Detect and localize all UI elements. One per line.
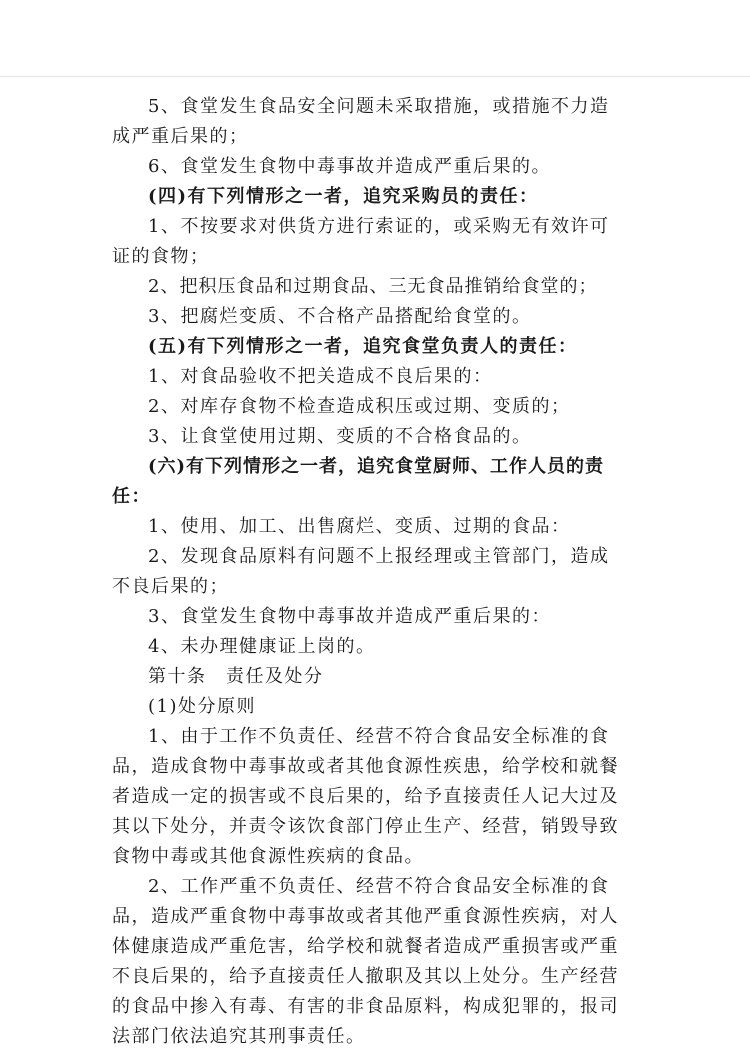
section-heading: (五)有下列情形之一者，追究食堂负责人的责任： <box>148 336 578 357</box>
text-line: 者造成一定的损害或不良后果的，给予直接责任人记大过及 <box>112 786 619 807</box>
text-line: 2、发现食品原料有问题不上报经理或主管部门，造成 <box>148 546 610 567</box>
text-line: 法部门依法追究其刑事责任。 <box>112 1026 366 1047</box>
text-line: 2、工作严重不负责任、经营不符合食品安全标准的食 <box>148 876 610 897</box>
section-heading: (六)有下列情形之一者，追究食堂厨师、工作人员的责 <box>148 456 605 477</box>
text-line: 不良后果的，给予直接责任人撤职及其以上处分。生产经营 <box>112 966 619 987</box>
text-line: 3、把腐烂变质、不合格产品搭配给食堂的。 <box>148 306 532 327</box>
text-line: 6、食堂发生食物中毒事故并造成严重后果的。 <box>148 156 551 177</box>
article-heading: 第十条 责任及处分 <box>148 666 324 687</box>
text-line: 成严重后果的； <box>112 126 249 147</box>
text-line: 品，造成食物中毒事故或者其他食源性疾患，给学校和就餐 <box>112 756 619 777</box>
text-line: 不良后果的； <box>112 576 229 597</box>
text-line: 5、食堂发生食品安全问题未采取措施，或措施不力造 <box>148 96 610 117</box>
text-line: 2、把积压食品和过期食品、三无食品推销给食堂的； <box>148 276 598 297</box>
text-line: 品，造成严重食物中毒事故或者其他严重食源性疾病，对人 <box>112 906 619 927</box>
text-line: 1、使用、加工、出售腐烂、变质、过期的食品： <box>148 516 571 537</box>
text-line: 3、让食堂使用过期、变质的不合格食品的。 <box>148 426 532 447</box>
text-line: 其以下处分，并责令该饮食部门停止生产、经营，销毁导致 <box>112 816 619 837</box>
text-line: 1、对食品验收不把关造成不良后果的： <box>148 366 493 387</box>
subsection-heading: (1)处分原则 <box>148 696 256 717</box>
text-line: 4、未办理健康证上岗的。 <box>148 636 376 657</box>
text-line: 体健康造成严重危害，给学校和就餐者造成严重损害或严重 <box>112 936 619 957</box>
text-line: 1、不按要求对供货方进行索证的，或采购无有效许可 <box>148 216 610 237</box>
section-heading-continued: 任： <box>112 486 151 507</box>
text-line: 2、对库存食物不检查造成积压或过期、变质的； <box>148 396 571 417</box>
text-line: 食物中毒或其他食源性疾病的食品。 <box>112 846 424 867</box>
scan-artifact-line <box>0 76 750 77</box>
text-line: 的食品中掺入有毒、有害的非食品原料，构成犯罪的，报司 <box>112 996 619 1017</box>
document-page <box>112 92 632 1052</box>
text-line: 证的食物； <box>112 246 210 267</box>
section-heading: (四)有下列情形之一者，追究采购员的责任： <box>148 186 539 207</box>
text-line: 3、食堂发生食物中毒事故并造成严重后果的： <box>148 606 551 627</box>
text-line: 1、由于工作不负责任、经营不符合食品安全标准的食 <box>148 726 610 747</box>
